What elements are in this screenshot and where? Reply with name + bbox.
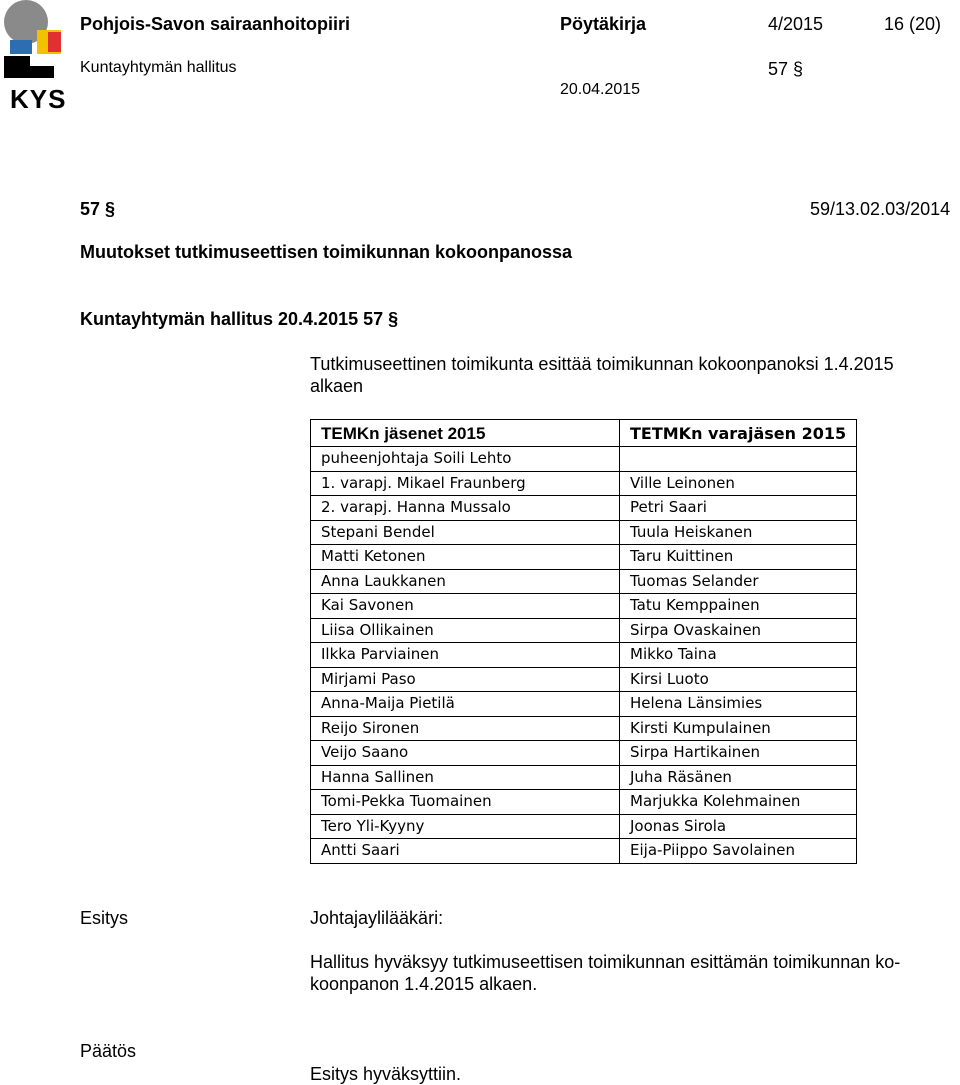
decision-text: Esitys hyväksyttiin.	[310, 1064, 462, 1084]
member-cell: Ilkka Parviainen	[311, 643, 620, 668]
members-table	[310, 419, 857, 864]
table-row	[311, 839, 857, 864]
member-cell: Mirjami Paso	[311, 667, 620, 692]
table-row	[311, 667, 857, 692]
deputy-cell: Eija-Piippo Savolainen	[620, 839, 857, 864]
member-cell: Anna Laukkanen	[311, 569, 620, 594]
deputy-cell: Sirpa Ovaskainen	[620, 618, 857, 643]
column-header-members: TEMKn jäsenet 2015	[311, 420, 620, 447]
table-row	[311, 496, 857, 521]
table-row	[311, 594, 857, 619]
reference-number: 59/13.02.03/2014	[810, 199, 951, 219]
deputy-cell: Kirsti Kumpulainen	[620, 716, 857, 741]
deputy-cell: Helena Länsimies	[620, 692, 857, 717]
deputy-cell: Mikko Taina	[620, 643, 857, 668]
table-row	[311, 643, 857, 668]
deputy-cell: Ville Leinonen	[620, 471, 857, 496]
member-cell: Tero Yli-Kyyny	[311, 814, 620, 839]
kys-logo	[0, 0, 72, 112]
meeting-date: 20.04.2015	[560, 81, 641, 98]
member-cell: Stepani Bendel	[311, 520, 620, 545]
deputy-cell: Juha Räsänen	[620, 765, 857, 790]
deputy-cell: Joonas Sirola	[620, 814, 857, 839]
member-cell: Reijo Sironen	[311, 716, 620, 741]
logo-black-shape	[4, 56, 54, 78]
organization-name: Pohjois-Savon sairaanhoitopiiri	[80, 14, 351, 34]
member-cell: Antti Saari	[311, 839, 620, 864]
document-type: Pöytäkirja	[560, 14, 647, 34]
member-cell: puheenjohtaja Soili Lehto	[311, 447, 620, 472]
deputy-cell: Tuomas Selander	[620, 569, 857, 594]
logo-blue-bar	[10, 40, 32, 54]
column-header-deputies: TETMKn varajäsen 2015	[620, 420, 857, 447]
member-cell: Matti Ketonen	[311, 545, 620, 570]
governing-body: Kuntayhtymän hallitus	[80, 59, 237, 76]
table-header-row	[311, 420, 857, 447]
deputy-cell: Tatu Kemppainen	[620, 594, 857, 619]
decision-label: Päätös	[80, 1041, 137, 1061]
meeting-reference: Kuntayhtymän hallitus 20.4.2015 57 §	[80, 309, 399, 329]
member-cell: 1. varapj. Mikael Fraunberg	[311, 471, 620, 496]
table-row	[311, 471, 857, 496]
section-label: 57 §	[80, 199, 116, 219]
logo-text: KYS	[10, 84, 67, 114]
deputy-cell: Marjukka Kolehmainen	[620, 790, 857, 815]
member-cell: Liisa Ollikainen	[311, 618, 620, 643]
member-cell: Kai Savonen	[311, 594, 620, 619]
kys-logo-mark	[0, 0, 72, 84]
proposal-label: Esitys	[80, 908, 129, 928]
deputy-cell: Taru Kuittinen	[620, 545, 857, 570]
table-row	[311, 716, 857, 741]
member-cell: Hanna Sallinen	[311, 765, 620, 790]
page-number: 16 (20)	[884, 14, 942, 34]
member-cell: Anna-Maija Pietilä	[311, 692, 620, 717]
deputy-cell	[620, 447, 857, 472]
table-row	[311, 814, 857, 839]
deputy-cell: Sirpa Hartikainen	[620, 741, 857, 766]
table-row	[311, 520, 857, 545]
table-row	[311, 618, 857, 643]
table-row	[311, 790, 857, 815]
header-section: 57 §	[768, 59, 804, 79]
table-row	[311, 447, 857, 472]
intro-text-line2: alkaen	[310, 376, 364, 396]
document-number: 4/2015	[768, 14, 824, 34]
deputy-cell: Petri Saari	[620, 496, 857, 521]
deputy-cell: Tuula Heiskanen	[620, 520, 857, 545]
table-row	[311, 765, 857, 790]
member-cell: Veijo Saano	[311, 741, 620, 766]
table-row	[311, 692, 857, 717]
deputy-cell: Kirsi Luoto	[620, 667, 857, 692]
proposal-text-line1: Hallitus hyväksyy tutkimuseettisen toimikunnan esittämän toimikunnan ko-	[310, 952, 901, 972]
table-row	[311, 545, 857, 570]
proposal-text-line2: koonpanon 1.4.2015 alkaen.	[310, 974, 538, 994]
item-title: Muutokset tutkimuseettisen toimikunnan kokoonpanossa	[80, 242, 573, 262]
table-row	[311, 741, 857, 766]
member-cell: Tomi-Pekka Tuomainen	[311, 790, 620, 815]
table-row	[311, 569, 857, 594]
proposal-author: Johtajaylilääkäri:	[310, 908, 444, 928]
logo-red-bar	[48, 32, 61, 52]
intro-text-line1: Tutkimuseettinen toimikunta esittää toimikunnan kokoonpanoksi 1.4.2015	[310, 354, 894, 374]
member-cell: 2. varapj. Hanna Mussalo	[311, 496, 620, 521]
